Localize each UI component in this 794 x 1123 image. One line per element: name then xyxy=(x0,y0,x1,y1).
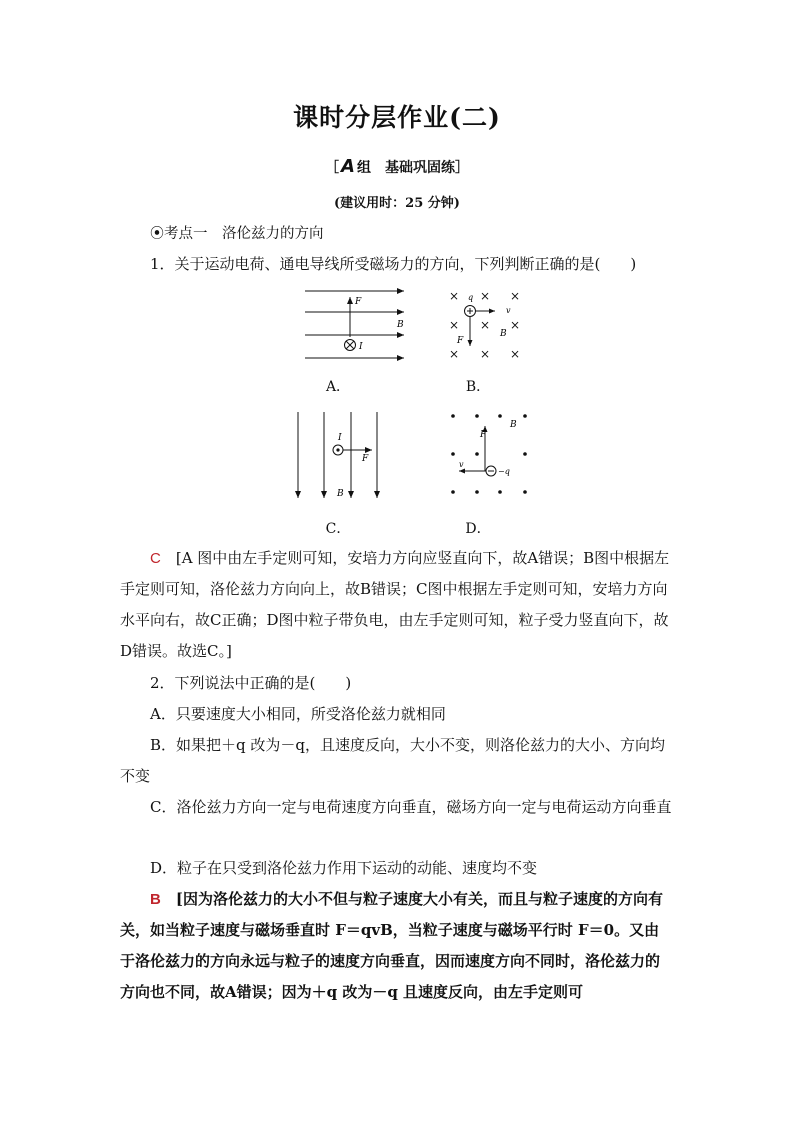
question-1-answer xyxy=(120,543,673,667)
question-2-option-a: A．只要速度大小相同，所受洛伦兹力就相同 xyxy=(150,705,446,723)
section-marker-icon: ⦿ xyxy=(150,226,164,242)
figure-d-q-label: −q xyxy=(498,467,510,476)
page-title: 课时分层作业(二) xyxy=(293,103,501,132)
question-2-stem: 2．下列说法中正确的是( ) xyxy=(150,674,352,692)
figure-a-label: A． xyxy=(325,379,351,395)
figure-d-v-label: v xyxy=(459,460,464,469)
figure-c-f-label: F xyxy=(362,454,369,464)
figure-b-f-label: F xyxy=(457,336,464,346)
svg-text:×: × xyxy=(509,347,521,361)
figure-a-b-label: B xyxy=(397,320,404,330)
answer-explanation: [因为洛伦兹力的大小不但与粒子速度大小有关，而且与粒子速度的方向有关，如当粒子速度与磁场垂直时 F＝qvB，当粒子速度与磁场平行时 F＝0。又由于洛伦兹力的方向永远与粒子的速度方向垂直，因而速度方向不同时，洛伦兹力的方向也不同，故A错误；因为＋q 改为－q 且速度反向，由左手定则可 xyxy=(120,890,663,1001)
figure-a-diagram xyxy=(300,285,410,365)
figure-d-b-label: B xyxy=(510,420,517,430)
question-2-option-b: B．如果把＋q 改为－q，且速度反向，大小不变，则洛伦兹力的大小、方向均不变 xyxy=(120,736,665,785)
group-letter: A xyxy=(341,156,355,177)
answer-explanation: [A 图中由左手定则可知，安培力方向应竖直向下，故A错误；B图中根据左手定则可知，洛伦兹力方向向上，故B错误；C图中根据左手定则可知，安培力方向水平向右，故C正确；D图中粒子带负电，由左手定则可知，粒子受力竖直向下，故D错误。故选C。] xyxy=(120,549,670,660)
section-label: 考点一 洛伦兹力的方向 xyxy=(164,226,324,242)
question-2-option-d: D．粒子在只受到洛伦兹力作用下运动的动能、速度均不变 xyxy=(150,859,538,877)
svg-text:×: × xyxy=(479,289,491,303)
figure-d-label: D． xyxy=(465,521,491,537)
svg-text:×: × xyxy=(448,347,460,361)
question-2-option-c: C．洛伦兹力方向一定与电荷速度方向垂直，磁场方向一定与电荷运动方向垂直 xyxy=(150,798,672,816)
figure-b-diagram xyxy=(445,285,535,365)
time-note: (建议用时：25 分钟) xyxy=(334,196,460,211)
svg-text:×: × xyxy=(479,318,491,332)
svg-text:×: × xyxy=(448,289,460,303)
figure-d-diagram xyxy=(445,408,535,500)
group-heading xyxy=(0,156,794,177)
svg-text:×: × xyxy=(509,289,521,303)
figure-c-label: C． xyxy=(325,521,351,537)
svg-text:×: × xyxy=(448,318,460,332)
figure-c-b-label: B xyxy=(337,489,344,499)
group-suffix: 组 基础巩固练］ xyxy=(356,160,469,176)
svg-text:×: × xyxy=(509,318,521,332)
figure-a-i-label: I xyxy=(359,342,363,352)
figure-b-v-label: v xyxy=(506,306,511,315)
question-2-answer xyxy=(120,884,673,1008)
figure-c-diagram xyxy=(290,408,390,504)
answer-letter: C xyxy=(150,550,161,567)
figure-b-q-label: q xyxy=(468,293,474,302)
figure-b-label: B． xyxy=(465,379,491,395)
answer-letter: B xyxy=(150,891,161,908)
svg-text:×: × xyxy=(479,347,491,361)
figure-a-f-label: F xyxy=(355,297,362,307)
group-prefix: ［ xyxy=(325,160,340,176)
figure-c-i-label: I xyxy=(338,433,342,443)
question-1-stem: 1．关于运动电荷、通电导线所受磁场力的方向，下列判断正确的是( ) xyxy=(150,255,637,273)
section-heading xyxy=(150,222,324,243)
figure-d-f-label: F xyxy=(480,430,487,440)
figure-b-b-label: B xyxy=(500,329,507,339)
